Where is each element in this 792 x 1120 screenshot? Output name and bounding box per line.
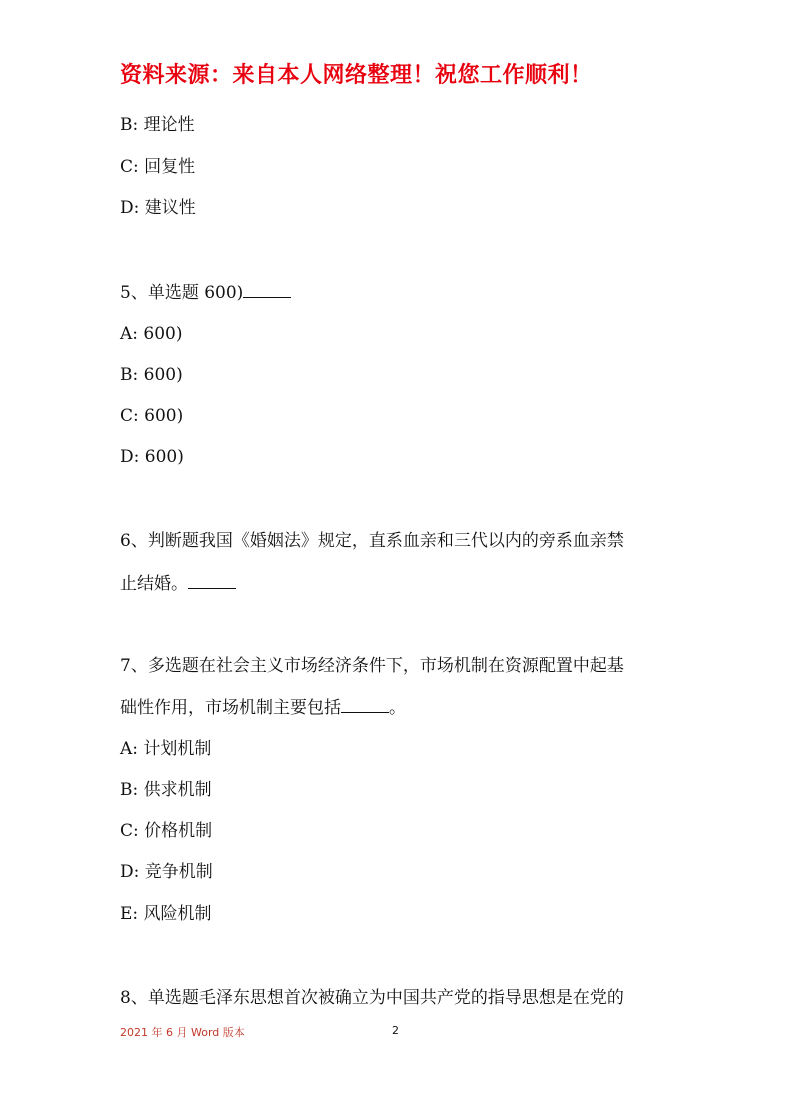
q6-stem-line2-text: 止结婚。 — [120, 574, 188, 594]
q4-option-c: C: 回复性 — [120, 157, 196, 177]
q8-stem-line1: 8、单选题毛泽东思想首次被确立为中国共产党的指导思想是在党的 — [120, 988, 624, 1008]
q6-stem-line1: 6、判断题我国《婚姻法》规定，直系血亲和三代以内的旁系血亲禁 — [120, 531, 624, 551]
q7-answer-blank — [341, 696, 389, 713]
q4-option-b: B: 理论性 — [120, 115, 195, 135]
q5-option-d: D: 600) — [120, 447, 184, 467]
q4-option-d: D: 建议性 — [120, 198, 196, 218]
q7-option-b: B: 供求机制 — [120, 780, 212, 800]
q5-option-a: A: 600) — [120, 324, 183, 344]
q7-option-d: D: 竞争机制 — [120, 862, 213, 882]
footer-date-version: 2021 年 6 月 Word 版本 — [120, 1026, 245, 1039]
q7-stem-line2-text: 础性作用，市场机制主要包括 — [120, 698, 341, 718]
q7-stem-line2 — [120, 696, 406, 719]
q5-option-b: B: 600) — [120, 365, 183, 385]
q6-answer-blank — [188, 572, 236, 589]
q5-answer-blank — [243, 281, 291, 298]
q7-stem-line1: 7、多选题在社会主义市场经济条件下，市场机制在资源配置中起基 — [120, 656, 624, 676]
q6-stem-line2 — [120, 572, 236, 595]
q7-stem-line2-end: 。 — [389, 698, 406, 718]
q5-option-c: C: 600) — [120, 406, 184, 426]
q7-option-c: C: 价格机制 — [120, 821, 213, 841]
q5-stem — [120, 281, 291, 304]
footer-page-number: 2 — [392, 1024, 399, 1037]
q5-stem-text: 5、单选题 600) — [120, 283, 244, 303]
source-banner: 资料来源：来自本人网络整理！祝您工作顺利！ — [120, 63, 593, 88]
q7-option-a: A: 计划机制 — [120, 739, 212, 759]
q7-option-e: E: 风险机制 — [120, 904, 212, 924]
